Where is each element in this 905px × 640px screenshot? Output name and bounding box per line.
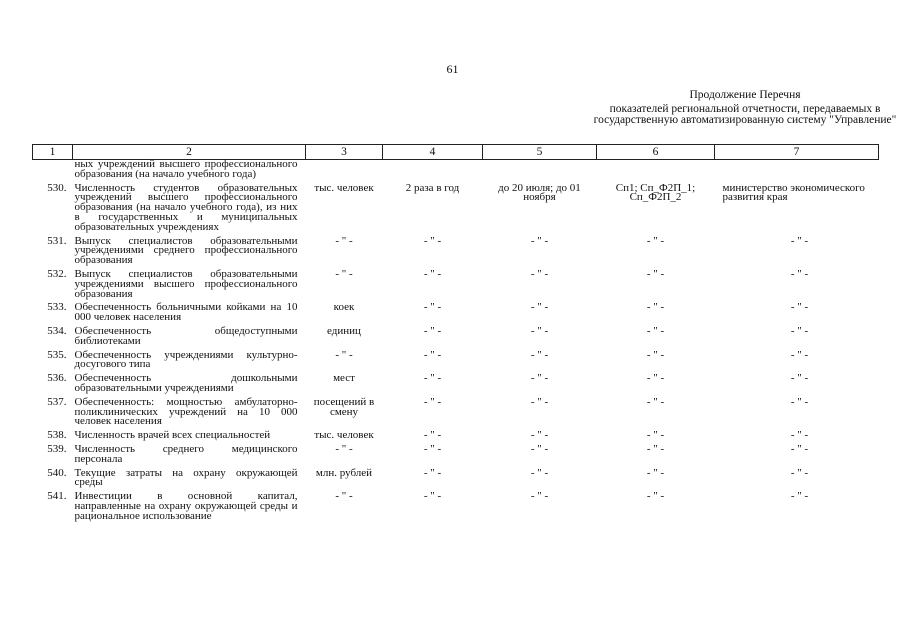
indicators-table bbox=[32, 144, 879, 526]
column-header-7: 7 bbox=[715, 145, 879, 160]
responsible-body: - " - bbox=[790, 234, 809, 247]
report-form: - " - bbox=[646, 324, 665, 337]
deadline: - " - bbox=[530, 395, 549, 408]
row-number: 535. bbox=[47, 348, 67, 361]
deadline: - " - bbox=[530, 466, 549, 479]
frequency: - " - bbox=[423, 324, 442, 337]
indicator-name: Численность студентов образовательных учреждений высшего профессионального образования (на начало учебного года), из них в государственных и муниципальных образовательных учреждениях bbox=[74, 181, 298, 233]
frequency: - " - bbox=[423, 490, 442, 503]
deadline: - " - bbox=[530, 301, 549, 314]
table-row bbox=[33, 374, 879, 398]
column-header-5: 5 bbox=[483, 145, 597, 160]
frequency: - " - bbox=[423, 348, 442, 361]
table-row bbox=[33, 160, 879, 184]
deadline: - " - bbox=[530, 324, 549, 337]
unit-of-measure: мест bbox=[333, 372, 355, 385]
unit-of-measure: - " - bbox=[335, 234, 353, 247]
responsible-body: - " - bbox=[790, 348, 809, 361]
frequency: - " - bbox=[423, 234, 442, 247]
responsible-body: - " - bbox=[790, 466, 809, 479]
row-number: 534. bbox=[47, 324, 67, 337]
continuation-header bbox=[590, 90, 900, 127]
report-form: - " - bbox=[646, 466, 665, 479]
frequency: - " - bbox=[423, 372, 442, 385]
indicator-name: Обеспеченность: мощностью амбулаторно-поликлинических учреждений на 10 000 человек населения bbox=[74, 395, 298, 428]
indicator-name: Инвестиции в основной капитал, направленные на охрану окружающей среды и рациональное использование bbox=[74, 490, 298, 522]
frequency bbox=[383, 160, 483, 184]
table-row bbox=[33, 303, 879, 327]
row-number: 537. bbox=[47, 395, 67, 408]
unit-of-measure: коек bbox=[333, 301, 355, 314]
report-form: - " - bbox=[646, 490, 665, 503]
indicator-name: Обеспеченность больничными койками на 10 000 человек населения bbox=[74, 301, 298, 324]
unit-of-measure: - " - bbox=[335, 267, 353, 280]
report-form: - " - bbox=[646, 372, 665, 385]
continuation-title: Продолжение Перечня bbox=[689, 89, 801, 101]
table-row bbox=[33, 398, 879, 431]
row-number: 530. bbox=[47, 181, 67, 194]
row-number: 540. bbox=[47, 466, 67, 479]
deadline: - " - bbox=[530, 372, 549, 385]
responsible-body: - " - bbox=[790, 442, 809, 455]
indicator-name: Текущие затраты на охрану окружающей среды bbox=[74, 466, 298, 489]
unit-of-measure: млн. рублей bbox=[315, 466, 373, 479]
unit-of-measure: - " - bbox=[335, 348, 353, 361]
unit-of-measure: тыс. человек bbox=[314, 429, 374, 442]
frequency: - " - bbox=[423, 395, 442, 408]
deadline: - " - bbox=[530, 234, 549, 247]
indicator-name: Обеспеченность общедоступными библиотеками bbox=[74, 324, 298, 347]
page-number: 61 bbox=[446, 62, 459, 76]
report-form: - " - bbox=[646, 267, 665, 280]
row-number: 536. bbox=[47, 372, 67, 385]
table-row bbox=[33, 184, 879, 237]
frequency: - " - bbox=[423, 429, 442, 442]
deadline: - " - bbox=[530, 490, 549, 503]
row-number: 532. bbox=[47, 267, 67, 280]
deadline bbox=[483, 160, 597, 184]
unit-of-measure: - " - bbox=[335, 490, 353, 503]
indicator-name: Численность среднего медицинского персонала bbox=[74, 442, 298, 465]
indicator-name: ных учреждений высшего профессионального образования (на начало учебного года) bbox=[74, 158, 298, 180]
report-form: - " - bbox=[646, 234, 665, 247]
responsible-body: - " - bbox=[790, 429, 809, 442]
report-form: - " - bbox=[646, 442, 665, 455]
frequency: - " - bbox=[423, 442, 442, 455]
unit-of-measure: - " - bbox=[335, 442, 353, 455]
table-row bbox=[33, 237, 879, 270]
indicator-name: Выпуск специалистов образовательными учреждениями среднего профессионального образования bbox=[74, 234, 298, 267]
frequency: - " - bbox=[423, 466, 442, 479]
column-header-2: 2 bbox=[73, 145, 306, 160]
report-form: - " - bbox=[646, 301, 665, 314]
column-header-6: 6 bbox=[597, 145, 715, 160]
report-form: - " - bbox=[646, 429, 665, 442]
deadline: - " - bbox=[530, 348, 549, 361]
responsible-body: - " - bbox=[790, 395, 809, 408]
row-number: 538. bbox=[47, 429, 67, 442]
row-number bbox=[33, 160, 73, 184]
continuation-subtitle: показателей региональной отчетности, передаваемых в государственную автоматизированную систему "Управление" bbox=[593, 102, 897, 126]
table-row bbox=[33, 270, 879, 303]
unit-of-measure: посещений в смену bbox=[313, 395, 375, 418]
responsible-body: министерство экономического развития края bbox=[722, 181, 865, 204]
table-row bbox=[33, 492, 879, 525]
deadline: - " - bbox=[530, 267, 549, 280]
responsible-body: - " - bbox=[790, 372, 809, 385]
row-number: 541. bbox=[47, 490, 67, 503]
frequency: 2 раза в год bbox=[405, 181, 460, 194]
indicator-name: Выпуск специалистов образовательными учреждениями высшего профессионального образования bbox=[74, 267, 298, 300]
table-row bbox=[33, 445, 879, 469]
frequency: - " - bbox=[423, 267, 442, 280]
table-row bbox=[33, 469, 879, 493]
unit-of-measure bbox=[306, 160, 383, 184]
deadline: до 20 июля; до 01 ноября bbox=[498, 181, 581, 204]
responsible-body: - " - bbox=[790, 490, 809, 503]
unit-of-measure: тыс. человек bbox=[314, 181, 374, 194]
responsible-body: - " - bbox=[790, 301, 809, 314]
column-header-1: 1 bbox=[33, 145, 73, 160]
indicator-name: Обеспеченность дошкольными образовательными учреждениями bbox=[74, 372, 298, 394]
unit-of-measure: единиц bbox=[327, 324, 361, 337]
indicator-name: Численность врачей всех специальностей bbox=[74, 429, 271, 442]
table-row bbox=[33, 351, 879, 375]
responsible-body bbox=[715, 160, 879, 184]
responsible-body: - " - bbox=[790, 267, 809, 280]
table-row bbox=[33, 327, 879, 351]
report-form bbox=[597, 160, 715, 184]
column-header-4: 4 bbox=[383, 145, 483, 160]
frequency: - " - bbox=[423, 301, 442, 314]
deadline: - " - bbox=[530, 429, 549, 442]
row-number: 531. bbox=[47, 234, 67, 247]
report-form: - " - bbox=[646, 395, 665, 408]
report-form: Сп1; Сп_Ф2П_1; Сп_Ф2П_2 bbox=[615, 181, 696, 204]
responsible-body: - " - bbox=[790, 324, 809, 337]
report-form: - " - bbox=[646, 348, 665, 361]
row-number: 539. bbox=[47, 442, 67, 455]
deadline: - " - bbox=[530, 442, 549, 455]
row-number: 533. bbox=[47, 301, 67, 314]
column-header-3: 3 bbox=[306, 145, 383, 160]
indicator-name: Обеспеченность учреждениями культурно-досугового типа bbox=[74, 348, 298, 371]
